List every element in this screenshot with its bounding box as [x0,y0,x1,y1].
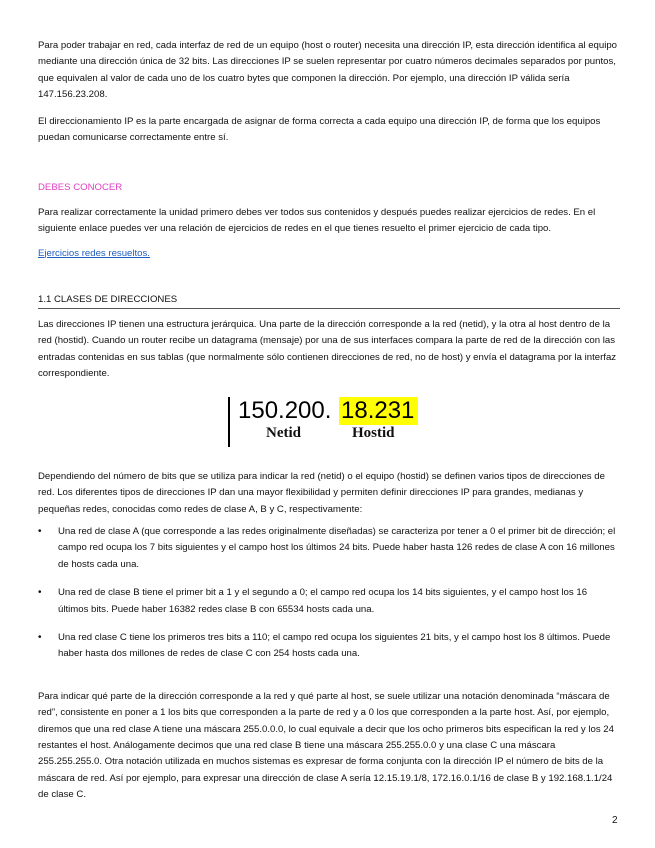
paragraph-classes-intro: Dependiendo del número de bits que se utiliza para indicar la red (netid) o el equipo (hostid) se definen varios tipos de direcciones de red. Los diferentes tipos de direcciones IP dan una mayor flexibilidad y permiten definir direcciones IP para grandes, medianas y pequeñas redes, conocidas como redes de clase A, B y C, respectivamente: [38,470,605,515]
list-item-class-c [38,630,620,663]
page-number: 2 [612,815,618,826]
paragraph-instructions: Para realizar correctamente la unidad primero debes ver todos sus contenidos y después puedes realizar ejercicios de redes. En el siguiente enlace puedes ver una relación de ejercicios de redes en el que tienes resuelto el primer ejercicio de cada tipo. [38,206,596,235]
paragraph-ip-intro: Para poder trabajar en red, cada interfaz de red de un equipo (host o router) necesita una dirección IP, esta dirección identifica al equipo mediante una dirección única de 32 bits. Las direcciones IP se suelen representar por cuatro números decimales separados por puntos, que equivalen al valor de cada uno de los cuatro bytes que componen la dirección. Por ejemplo, una dirección IP válida sería 147.156.23.208. [38,40,618,101]
section-heading: 1.1 CLASES DE DIRECCIONES [38,294,620,309]
paragraph-netmask: Para indicar qué parte de la dirección corresponde a la red y qué parte al host, se suele utilizar una notación denominada “máscara de red”, consistente en poner a 1 los bits que corresponden a la parte de red y a 0 los que corresponden a la parte host. Así, por ejemplo, diremos que una red clase A tiene una máscara 255.0.0.0, lo cual equivale a decir que los ocho primeros bits especifican la red y los 24 restantes el host. Análogamente decimos que una red clase B tiene una máscara 255.255.0.0 y una clase C una máscara 255.255.255.0. Otra notación utilizada en muchos sistemas es expresar de forma conjunta con la dirección IP el número de bits de la máscara de red. Así por ejemplo, para expresar una dirección de clase A sería 12.15.19.1/8, 172.16.0.1/16 de clase B y 192.168.1.1/24 de clase C. [38,690,614,801]
list-item-text: • Una red de clase A (que corresponde a las redes originalmente diseñadas) se caracteriza por tener a 0 el primer bit de dirección; el campo red ocupa los 7 bits siguientes y el campo host los últimos 24 bits. Puede haber hasta 126 redes de clase A con 16 millones de hosts cada una. [58,525,616,570]
warning-title: DEBES CONOCER [38,182,123,194]
list-item-class-a [38,524,620,573]
list-item-text: • Una red de clase B tiene el primer bit a 1 y el segundo a 0; el campo red ocupa los 14 bits siguientes, y el campo host los 16 últimos bits. Puede haber 16382 redes clase B con 65534 hosts cada una. [58,587,588,615]
paragraph-addressing: El direccionamiento IP es la parte encargada de asignar de forma correcta a cada equipo una dirección IP, de forma que los equipos puedan comunicarse correctamente entre sí. [38,115,601,144]
class-list [38,524,620,663]
exercises-link[interactable]: Ejercicios redes resueltos. [38,247,150,259]
hostid-label: Hostid [352,424,395,441]
list-item-class-b [38,585,620,618]
ip-address-figure [228,397,438,447]
list-item-text: • Una red clase C tiene los primeros tres bits a 110; el campo red ocupa los siguientes 21 bits, y el campo host los 8 últimos. Puede haber hasta dos millones de redes de clase C con 254 hosts cada una. [58,631,611,660]
document-page [38,38,620,804]
hostid-digits: 18.231 [339,397,418,425]
netid-label: Netid [266,424,301,441]
figure-divider [228,397,230,447]
netid-digits: 150.200. [238,396,332,424]
paragraph-hierarchy: Las direcciones IP tienen una estructura jerárquica. Una parte de la dirección corresponde a la red (netid), y la otra al host dentro de la red (hostid). Cuando un router recibe un datagrama (mensaje) por una de sus interfaces compara la parte de red de la dirección con las entradas contenidas en sus tablas (que normalmente sólo contienen direcciones de red, no de host) y envía el datagrama por la interfaz correspondiente. [38,319,617,380]
